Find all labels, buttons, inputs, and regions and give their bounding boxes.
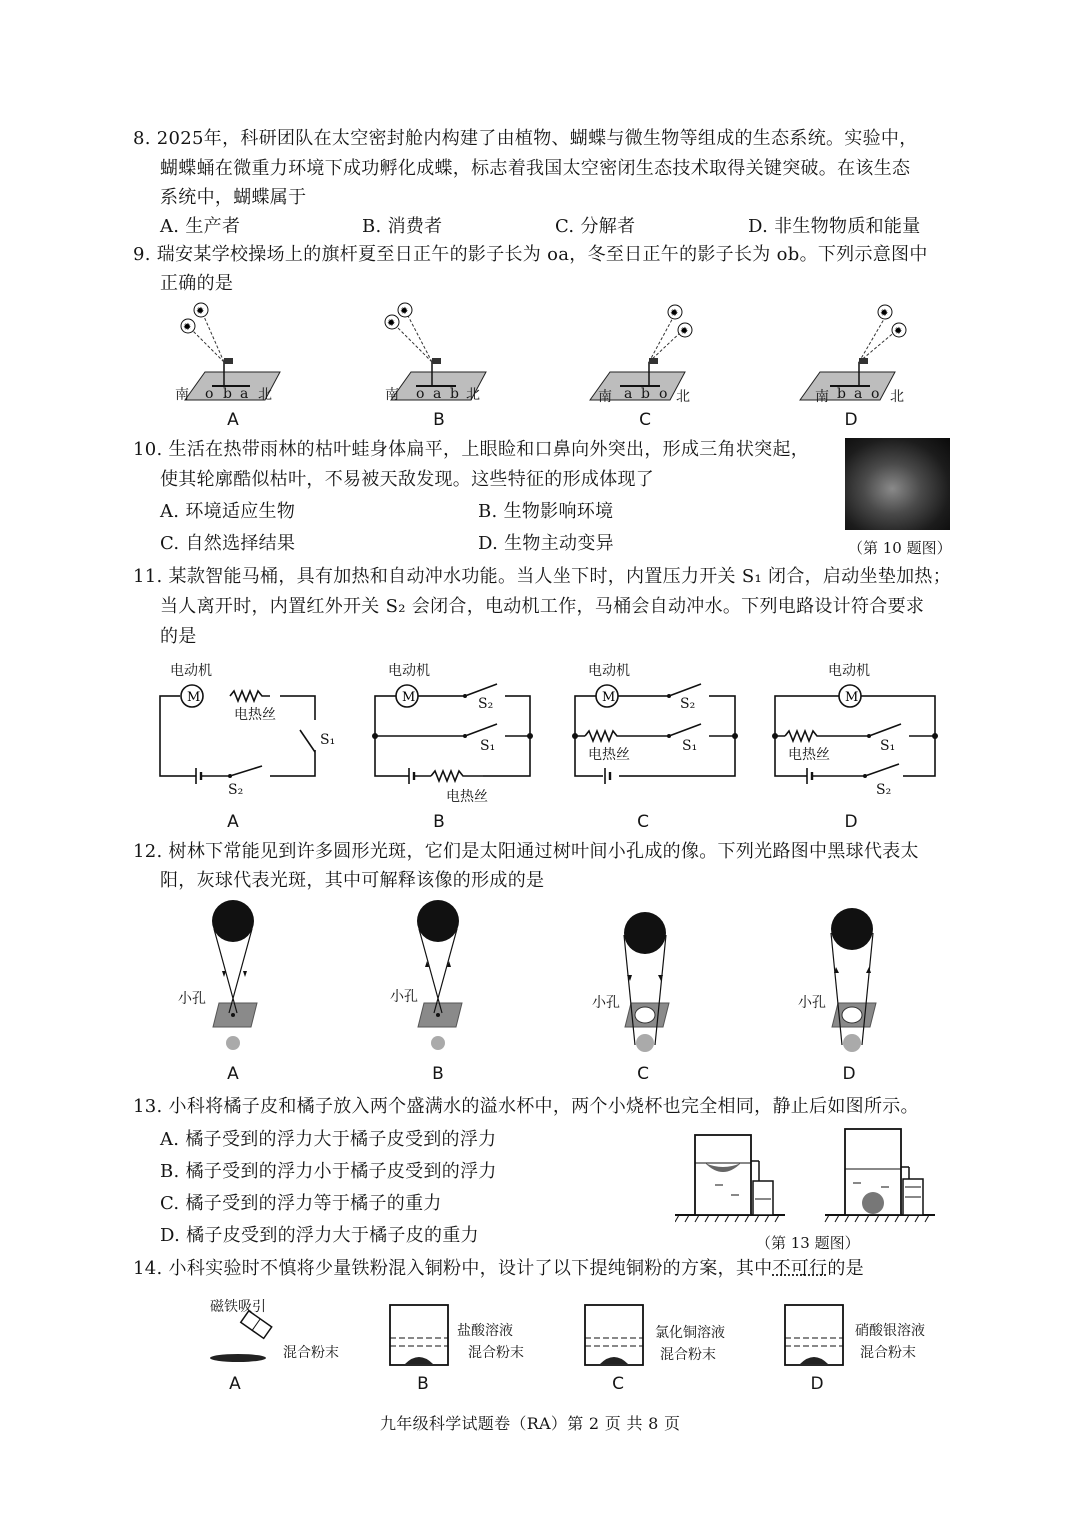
q9c-p2: b	[641, 386, 650, 402]
q12-diagram-a	[195, 895, 275, 1055]
q14-letter-a: A	[229, 1374, 241, 1394]
q14-letter-b: B	[417, 1374, 429, 1394]
svg-text:✹: ✹	[387, 318, 396, 329]
svg-text:✹: ✹	[183, 322, 192, 333]
q14a-mix-label: 混合粉末	[283, 1345, 339, 1361]
svg-text:✹: ✹	[196, 306, 205, 317]
q14-beaker-b	[385, 1300, 455, 1370]
q11-circuit-b	[365, 680, 545, 795]
q14c-solution-label: 氯化铜溶液	[655, 1325, 725, 1341]
q11-circuit-d	[765, 680, 945, 795]
q10-option-b: B. 生物影响环境	[478, 501, 614, 522]
q11b-s1: S₁	[480, 738, 496, 754]
q9-letter-b: B	[433, 410, 445, 430]
svg-text:✹: ✹	[880, 308, 889, 319]
q11-letter-b: B	[433, 812, 445, 832]
q11b-motor-label: 电动机	[388, 663, 430, 679]
q11-letter-d: D	[844, 812, 858, 832]
q9c-p1: a	[624, 386, 633, 402]
svg-text:M: M	[845, 690, 859, 705]
q12-diagram-c	[605, 895, 685, 1055]
leaf-frog-photo	[845, 438, 950, 530]
svg-text:M: M	[187, 690, 201, 705]
q11a-s1: S₁	[320, 732, 336, 748]
q11c-heater-label: 电热丝	[588, 747, 630, 763]
q11a-motor-label: 电动机	[170, 663, 212, 679]
q14-letter-c: C	[612, 1374, 624, 1394]
q13-line1: 13. 小科将橘子皮和橘子放入两个盛满水的溢水杯中，两个小烧杯也完全相同，静止后如图所示。	[133, 1096, 919, 1117]
q9b-p1: o	[416, 386, 425, 402]
q12b-hole-label: 小孔	[390, 989, 418, 1005]
q11a-heater-label: 电热丝	[234, 707, 276, 723]
q12-line2: 阳，灰球代表光斑，其中可解释该像的形成的是	[160, 870, 545, 891]
svg-text:M: M	[402, 690, 416, 705]
q12-letter-d: D	[842, 1064, 856, 1084]
q14-emphasis: 不可行	[772, 1258, 828, 1279]
q8-option-b: B. 消费者	[362, 216, 443, 237]
q14-line1	[133, 1257, 864, 1281]
q11d-motor-label: 电动机	[828, 663, 870, 679]
q9a-p3: a	[240, 386, 249, 402]
q14d-mix-label: 混合粉末	[860, 1345, 916, 1361]
q11b-s2: S₂	[478, 696, 494, 712]
q14-text: 14. 小科实验时不慎将少量铁粉混入铜粉中，设计了以下提纯铜粉的方案，其中	[133, 1258, 773, 1279]
q14-beaker-d	[780, 1300, 850, 1370]
q11-line2: 当人离开时，内置红外开关 S₂ 会闭合，电动机工作，马桶会自动冲水。下列电路设计符合要求	[160, 596, 925, 617]
q11b-heater-label: 电热丝	[446, 789, 488, 805]
page-footer: 九年级科学试题卷（RA）第 2 页 共 8 页	[380, 1414, 681, 1433]
q14d-solution-label: 硝酸银溶液	[855, 1323, 925, 1339]
svg-text:M: M	[602, 690, 616, 705]
svg-text:✹: ✹	[894, 326, 903, 337]
q8-option-c: C. 分解者	[555, 216, 636, 237]
q8-line1: 8. 2025年，科研团队在太空密封舱内构建了由植物、蝴蝶与微生物等组成的生态系统。实验中，	[133, 128, 918, 149]
q14-magnet-figure	[200, 1310, 280, 1370]
q9-line2: 正确的是	[160, 273, 234, 294]
q9d-p1: b	[837, 386, 846, 402]
q9a-north: 北	[258, 387, 272, 403]
q8-line2: 蝴蝶蛹在微重力环境下成功孵化成蝶，标志着我国太空密闭生态技术取得关键突破。在该生态	[160, 158, 911, 179]
q10-option-d: D. 生物主动变异	[478, 533, 614, 554]
q13-caption: （第 13 题图）	[756, 1234, 860, 1252]
q9-letter-a: A	[227, 410, 239, 430]
q11-circuit-a	[150, 680, 330, 795]
q9b-south: 南	[385, 387, 399, 403]
q8-option-d: D. 非生物物质和能量	[748, 216, 921, 237]
q9-letter-d: D	[844, 410, 858, 430]
q10-option-a: A. 环境适应生物	[160, 501, 296, 522]
q11c-s1: S₁	[682, 738, 698, 754]
q13-option-b: B. 橘子受到的浮力小于橘子皮受到的浮力	[160, 1161, 497, 1182]
q9c-north: 北	[676, 389, 690, 405]
q11c-motor-label: 电动机	[588, 663, 630, 679]
q11-line1: 11. 某款智能马桶，具有加热和自动冲水功能。当人坐下时，内置压力开关 S₁ 闭合，启动坐垫加热；	[133, 566, 952, 587]
q11-letter-c: C	[637, 812, 649, 832]
q10-caption: （第 10 题图）	[848, 539, 952, 557]
q13-option-c: C. 橘子受到的浮力等于橘子的重力	[160, 1193, 442, 1214]
q11-circuit-c	[565, 680, 745, 795]
q9b-p3: b	[450, 386, 459, 402]
q12-diagram-b	[398, 895, 478, 1055]
q14b-mix-label: 混合粉末	[468, 1345, 524, 1361]
q9b-p2: a	[433, 386, 442, 402]
q12-letter-b: B	[432, 1064, 444, 1084]
q9d-p3: o	[871, 386, 880, 402]
q12-line1: 12. 树林下常能见到许多圆形光斑，它们是太阳通过树叶间小孔成的像。下列光路图中黑球代表太	[133, 841, 919, 862]
q14c-mix-label: 混合粉末	[660, 1347, 716, 1363]
q9d-south: 南	[815, 389, 829, 405]
q9d-north: 北	[890, 389, 904, 405]
q11d-s1: S₁	[880, 738, 896, 754]
q9a-south: 南	[175, 387, 189, 403]
q10-line1: 10. 生活在热带雨林的枯叶蛙身体扁平，上眼睑和口鼻向外突出，形成三角状突起，	[133, 439, 810, 460]
svg-text:✹: ✹	[400, 306, 409, 317]
q9d-p2: a	[854, 386, 863, 402]
q8-option-a: A. 生产者	[160, 216, 241, 237]
q9a-p2: b	[223, 386, 232, 402]
q12-diagram-d	[812, 895, 892, 1055]
q14-magnet-label: 磁铁吸引	[210, 1299, 266, 1315]
q12-letter-a: A	[227, 1064, 239, 1084]
q9-line1: 9. 瑞安某学校操场上的旗杆夏至日正午的影子长为 oa，冬至日正午的影子长为 ob。下列示意图中	[133, 244, 928, 265]
q14-letter-d: D	[810, 1374, 824, 1394]
q12c-hole-label: 小孔	[592, 995, 620, 1011]
q12d-hole-label: 小孔	[798, 995, 826, 1011]
q10-option-c: C. 自然选择结果	[160, 533, 296, 554]
q11-letter-a: A	[227, 812, 239, 832]
q14-text-end: 的是	[827, 1258, 864, 1279]
q9b-north: 北	[466, 387, 480, 403]
q13-beakers-figure	[675, 1125, 940, 1225]
q12-letter-c: C	[637, 1064, 649, 1084]
q9a-p1: o	[205, 386, 214, 402]
svg-text:✹: ✹	[670, 308, 679, 319]
q11-line3: 的是	[160, 626, 197, 647]
q11d-heater-label: 电热丝	[788, 747, 830, 763]
q14b-solution-label: 盐酸溶液	[457, 1323, 513, 1339]
q13-option-d: D. 橘子皮受到的浮力大于橘子皮的重力	[160, 1225, 479, 1246]
q9c-p3: o	[659, 386, 668, 402]
q14-beaker-c	[580, 1300, 650, 1370]
q11a-s2: S₂	[228, 782, 244, 798]
q9c-south: 南	[598, 389, 612, 405]
q8-line3: 系统中，蝴蝶属于	[160, 187, 307, 208]
q11d-s2: S₂	[876, 782, 892, 798]
svg-text:✹: ✹	[680, 326, 689, 337]
q10-line2: 使其轮廓酷似枯叶，不易被天敌发现。这些特征的形成体现了	[160, 469, 655, 490]
q13-option-a: A. 橘子受到的浮力大于橘子皮受到的浮力	[160, 1129, 497, 1150]
q11c-s2: S₂	[680, 696, 696, 712]
q12a-hole-label: 小孔	[178, 991, 206, 1007]
q9-letter-c: C	[639, 410, 651, 430]
